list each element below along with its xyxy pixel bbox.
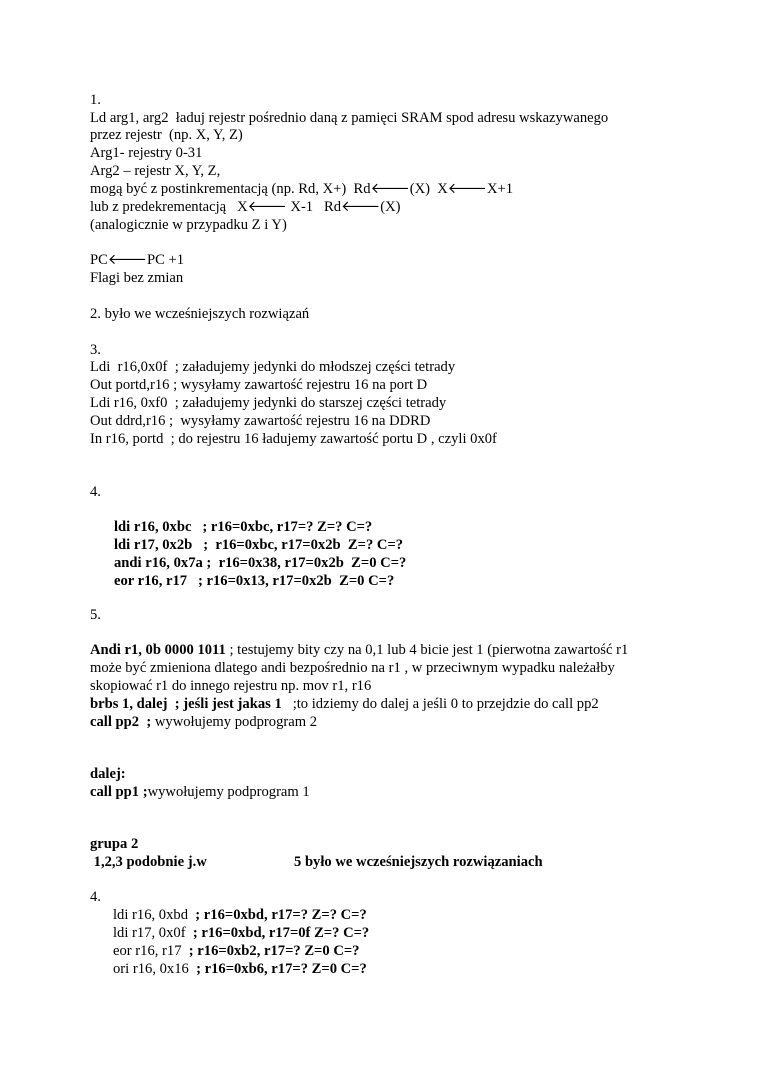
group-2-row-3 xyxy=(113,943,359,961)
section-5-brbs-line xyxy=(90,696,599,714)
section-1-line-8: PC🡐PC +1 xyxy=(90,252,185,268)
row-2-code: ldi r17, 0x0f xyxy=(113,925,186,941)
row-3-code: eor r16, r17 xyxy=(113,943,182,959)
row-4-code: ori r16, 0x16 xyxy=(113,961,189,977)
section-3-line-2: Out portd,r16 ; wysyłamy zawartość rejestru 16 na port D xyxy=(90,377,428,393)
section-5-andi-line xyxy=(90,642,628,660)
section-3-number: 3. xyxy=(90,342,101,358)
group-2-right-note: 5 było we wcześniejszych rozwiązaniach xyxy=(294,854,543,870)
group-2-number: 4. xyxy=(90,889,101,905)
andi-instruction: Andi r1, 0b 0000 1011 xyxy=(90,642,226,658)
section-1-line-3: Arg1- rejestry 0-31 xyxy=(90,145,203,161)
section-1-line-5: mogą być z postinkrementacją (np. Rd, X+) Rd🡐(X) X🡐X+1 xyxy=(90,181,514,197)
row-4-comment: ; r16=0xb6, r17=? Z=0 C=? xyxy=(188,961,367,977)
section-4-line-2: ldi r17, 0x2b ; r16=0xbc, r17=0x2b Z=? C=? xyxy=(114,537,404,553)
section-4-number: 4. xyxy=(90,484,101,500)
section-1-line-1: Ld arg1, arg2 ładuj rejestr pośrednio daną z pamięci SRAM spod adresu wskazywanego xyxy=(90,110,609,126)
call-pp2-comment: wywołujemy podprogram 2 xyxy=(151,714,317,730)
section-4-line-1: ldi r16, 0xbc ; r16=0xbc, r17=? Z=? C=? xyxy=(114,519,373,535)
section-1-number: 1. xyxy=(90,92,101,108)
group-2-title: grupa 2 xyxy=(90,836,139,852)
brbs-instruction: brbs 1, dalej ; jeśli jest jakas 1 xyxy=(90,696,282,712)
section-3-line-4: Out ddrd,r16 ; wysyłamy zawartość rejestru 16 na DDRD xyxy=(90,413,431,429)
section-1-line-9: Flagi bez zmian xyxy=(90,270,184,286)
section-1-line-6: lub z predekrementacją X🡐 X-1 Rd🡐(X) xyxy=(90,199,401,215)
row-1-code: ldi r16, 0xbd xyxy=(113,907,188,923)
label-dalej: dalej: xyxy=(90,766,126,782)
group-2-row-4 xyxy=(113,961,367,979)
section-1-line-2: przez rejestr (np. X, Y, Z) xyxy=(90,127,243,143)
section-3-line-3: Ldi r16, 0xf0 ; załadujemy jedynki do starszej części tetrady xyxy=(90,395,447,411)
group-2-row-2 xyxy=(113,925,369,943)
section-4-line-3: andi r16, 0x7a ; r16=0x38, r17=0x2b Z=0 C=? xyxy=(114,555,407,571)
section-4-line-4: eor r16, r17 ; r16=0x13, r17=0x2b Z=0 C=? xyxy=(114,573,395,589)
row-2-comment: ; r16=0xbd, r17=0f Z=? C=? xyxy=(185,925,370,941)
section-5-line-2: może być zmieniona dlatego andi bezpośrednio na r1 , w przeciwnym wypadku należałby xyxy=(90,660,615,676)
section-5-call-pp1-line xyxy=(90,784,310,802)
andi-comment: ; testujemy bity czy na 0,1 lub 4 bicie jest 1 (pierwotna zawartość r1 xyxy=(225,642,629,658)
section-3-line-1: Ldi r16,0x0f ; załadujemy jedynki do młodszej części tetrady xyxy=(90,359,456,375)
group-2-row-1 xyxy=(113,907,367,925)
group-2-left-note: 1,2,3 podobnie j.w xyxy=(90,854,207,870)
row-3-comment: ; r16=0xb2, r17=? Z=0 C=? xyxy=(181,943,360,959)
call-pp2-instruction: call pp2 ; xyxy=(90,714,152,730)
section-5-number: 5. xyxy=(90,607,101,623)
section-3-line-5: In r16, portd ; do rejestru 16 ładujemy zawartość portu D , czyli 0x0f xyxy=(90,431,497,447)
call-pp1-instruction: call pp1 ; xyxy=(90,784,148,800)
brbs-comment: ;to idziemy do dalej a jeśli 0 to przejdzie do call pp2 xyxy=(281,696,599,712)
call-pp1-comment: wywołujemy podprogram 1 xyxy=(147,784,310,800)
section-1-line-7: (analogicznie w przypadku Z i Y) xyxy=(90,217,287,233)
section-5-line-3: skopiować r1 do innego rejestru np. mov r1, r16 xyxy=(90,678,372,694)
section-1-line-4: Arg2 – rejestr X, Y, Z, xyxy=(90,163,221,179)
row-1-comment: ; r16=0xbd, r17=? Z=? C=? xyxy=(188,907,367,923)
section-5-call-pp2-line xyxy=(90,714,317,732)
section-2-text: 2. było we wcześniejszych rozwiązań xyxy=(90,306,310,322)
